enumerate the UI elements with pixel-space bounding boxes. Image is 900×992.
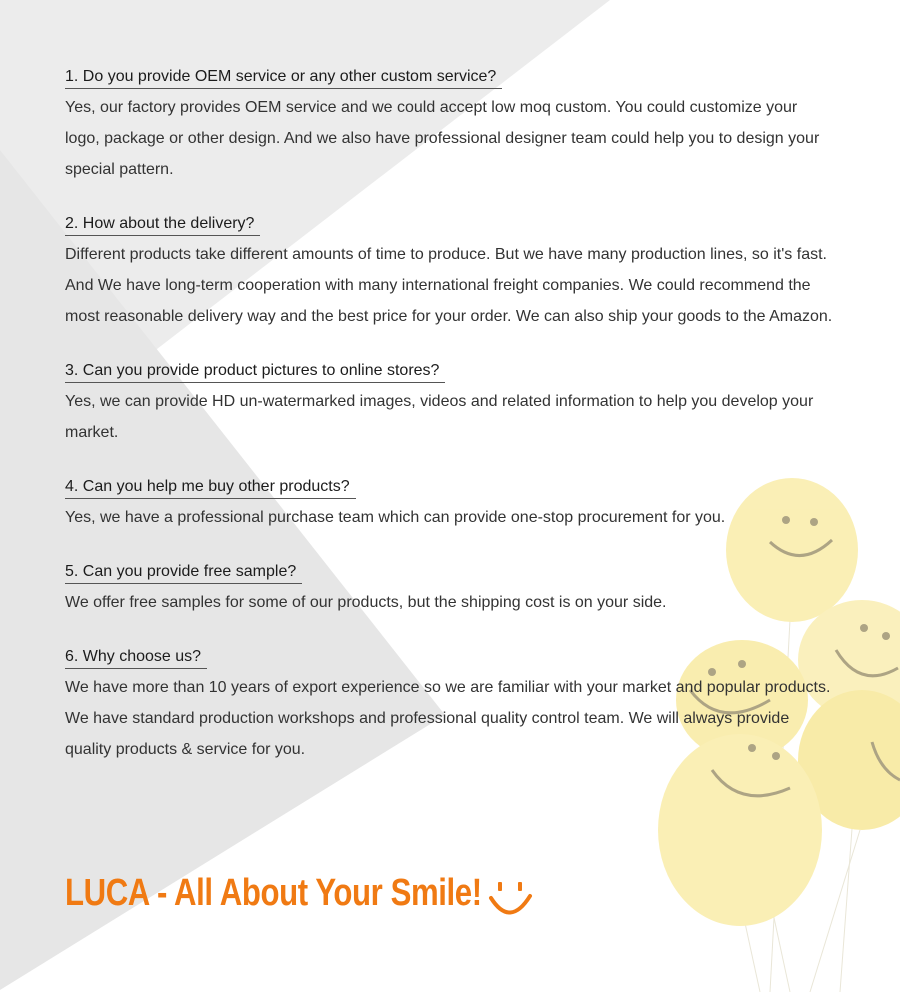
- faq-question: 4. Can you help me buy other products?: [65, 476, 356, 499]
- faq-answer: Yes, we have a professional purchase team which can provide one-stop procurement for you.: [65, 509, 726, 526]
- faq-item-6: [65, 646, 835, 765]
- faq-answer: We have more than 10 years of export experience so we are familiar with your market and popular products. We have standard production workshops and professional quality control team. We will always provide quality products & service for you.: [65, 679, 831, 758]
- faq-answer: Yes, our factory provides OEM service and we could accept low moq custom. You could customize your logo, package or other design. And we also have professional designer team could help you to design your special pattern.: [65, 99, 820, 178]
- faq-question: 2. How about the delivery?: [65, 213, 260, 236]
- faq-item-1: [65, 66, 835, 185]
- faq-item-3: [65, 360, 835, 448]
- faq-item-4: [65, 476, 835, 533]
- smile-icon: [488, 878, 534, 922]
- faq-item-5: [65, 561, 835, 618]
- faq-answer: Different products take different amounts of time to produce. But we have many production lines, so it's fast. And We have long-term cooperation with many international freight companies. We could recommend the most reasonable delivery way and the best price for your order. We can also ship your goods to the Amazon.: [65, 246, 833, 325]
- brand-tagline: LUCA - All About Your Smile!: [65, 872, 482, 914]
- faq-question: 5. Can you provide free sample?: [65, 561, 302, 584]
- faq-answer: Yes, we can provide HD un-watermarked images, videos and related information to help you develop your market.: [65, 393, 814, 441]
- faq-list: [65, 66, 835, 793]
- faq-question: 1. Do you provide OEM service or any other custom service?: [65, 66, 502, 89]
- faq-question: 6. Why choose us?: [65, 646, 207, 669]
- faq-item-2: [65, 213, 835, 332]
- faq-question: 3. Can you provide product pictures to online stores?: [65, 360, 445, 383]
- faq-answer: We offer free samples for some of our products, but the shipping cost is on your side.: [65, 594, 667, 611]
